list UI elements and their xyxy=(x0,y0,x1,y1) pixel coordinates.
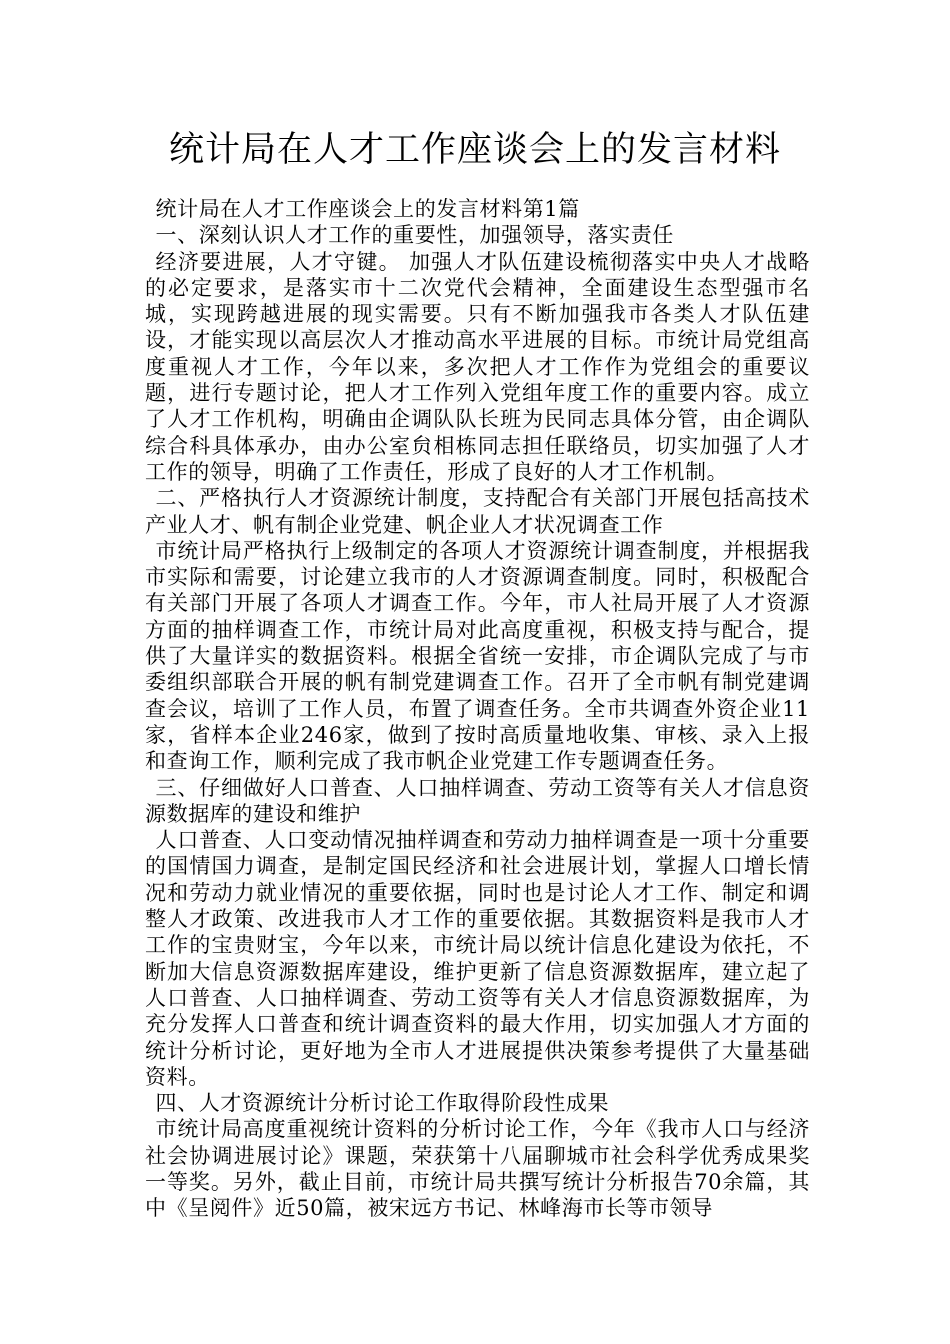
section-heading-4: 四、人才资源统计分析讨论工作取得阶段性成果 xyxy=(155,1091,610,1116)
body-paragraph-4: 市统计局高度重视统计资料的分析讨论工作，今年《我市人口与经济社会协调进展讨论》课题，荣获第十八届聊城市社会科学优秀成果奖一等奖。另外，截止目前，市统计局共撰写统计分析报告70余篇，其中《呈阅件》近50篇，被宋远方书记、林峰海市长等市领导 xyxy=(145,1117,810,1221)
section-heading-2: 二、严格执行人才资源统计制度，支持配合有关部门开展包括高技术产业人才、帆有制企业党建、帆企业人才状况调查工作 xyxy=(145,486,810,537)
document-title: 统计局在人才工作座谈会上的发言材料 xyxy=(168,130,781,170)
section-heading-3: 三、仔细做好人口普查、人口抽样调查、劳动工资等有关人才信息资源数据库的建设和维护 xyxy=(145,775,810,826)
document-body xyxy=(145,196,810,1222)
body-paragraph-2: 市统计局严格执行上级制定的各项人才资源统计调查制度，并根据我市实际和需要，讨论建立我市的人才资源调查制度。同时，积极配合有关部门开展了各项人才调查工作。今年，市人社局开展了人才资源方面的抽样调查工作，市统计局对此高度重视，积极支持与配合，提供了大量详实的数据资料。根据全省统一安排，市企调队完成了与市委组织部联合开展的帆有制党建调查工作。召开了全市帆有制党建调查会议，培训了工作人员，布置了调查任务。全市共调查外资企业11家，省样本企业246家，做到了按时高质量地收集、审核、录入上报和查询工作，顺利完成了我市帆企业党建工作专题调查任务。 xyxy=(145,538,810,774)
section-heading-1: 一、深刻认识人才工作的重要性，加强领导，落实责任 xyxy=(155,223,674,248)
section-heading: 统计局在人才工作座谈会上的发言材料第1篇 xyxy=(155,197,580,221)
body-paragraph-3: 人口普查、人口变动情况抽样调查和劳动力抽样调查是一项十分重要的国情国力调查，是制定国民经济和社会进展计划，掌握人口增长情况和劳动力就业情况的重要依据，同时也是讨论人才工作、制定和调整人才政策、改进我市人才工作的重要依据。其数据资料是我市人才工作的宝贵财宝，今年以来，市统计局以统计信息化建设为依托，不断加大信息资源数据库建设，维护更新了信息资源数据库，建立起了人口普查、人口抽样调查、劳动工资等有关人才信息资源数据库，为充分发挥人口普查和统计调查资料的最大作用，切实加强人才方面的统计分析讨论，更好地为全市人才进展提供决策参考提供了大量基础资料。 xyxy=(145,828,810,1089)
body-paragraph-1: 经济要进展，人才守键。 加强人才队伍建设梳彻落实中央人才战略的必定要求，是落实市十二次党代会精神，全面建设生态型强市名城，实现跨越进展的现实需要。只有不断加强我市各类人才队伍建设，才能实现以高层次人才推动高水平进展的目标。市统计局党组高度重视人才工作，今年以来，多次把人才工作作为党组会的重要议题，进行专题讨论，把人才工作列入党组年度工作的重要内容。成立了人才工作机构，明确由企调队队长班为民同志具体分管，由企调队综合科具体承办，由办公室贠相栋同志担任联络员，切实加强了人才工作的领导，明确了工作责任，形成了良好的人才工作机制。 xyxy=(145,249,810,484)
